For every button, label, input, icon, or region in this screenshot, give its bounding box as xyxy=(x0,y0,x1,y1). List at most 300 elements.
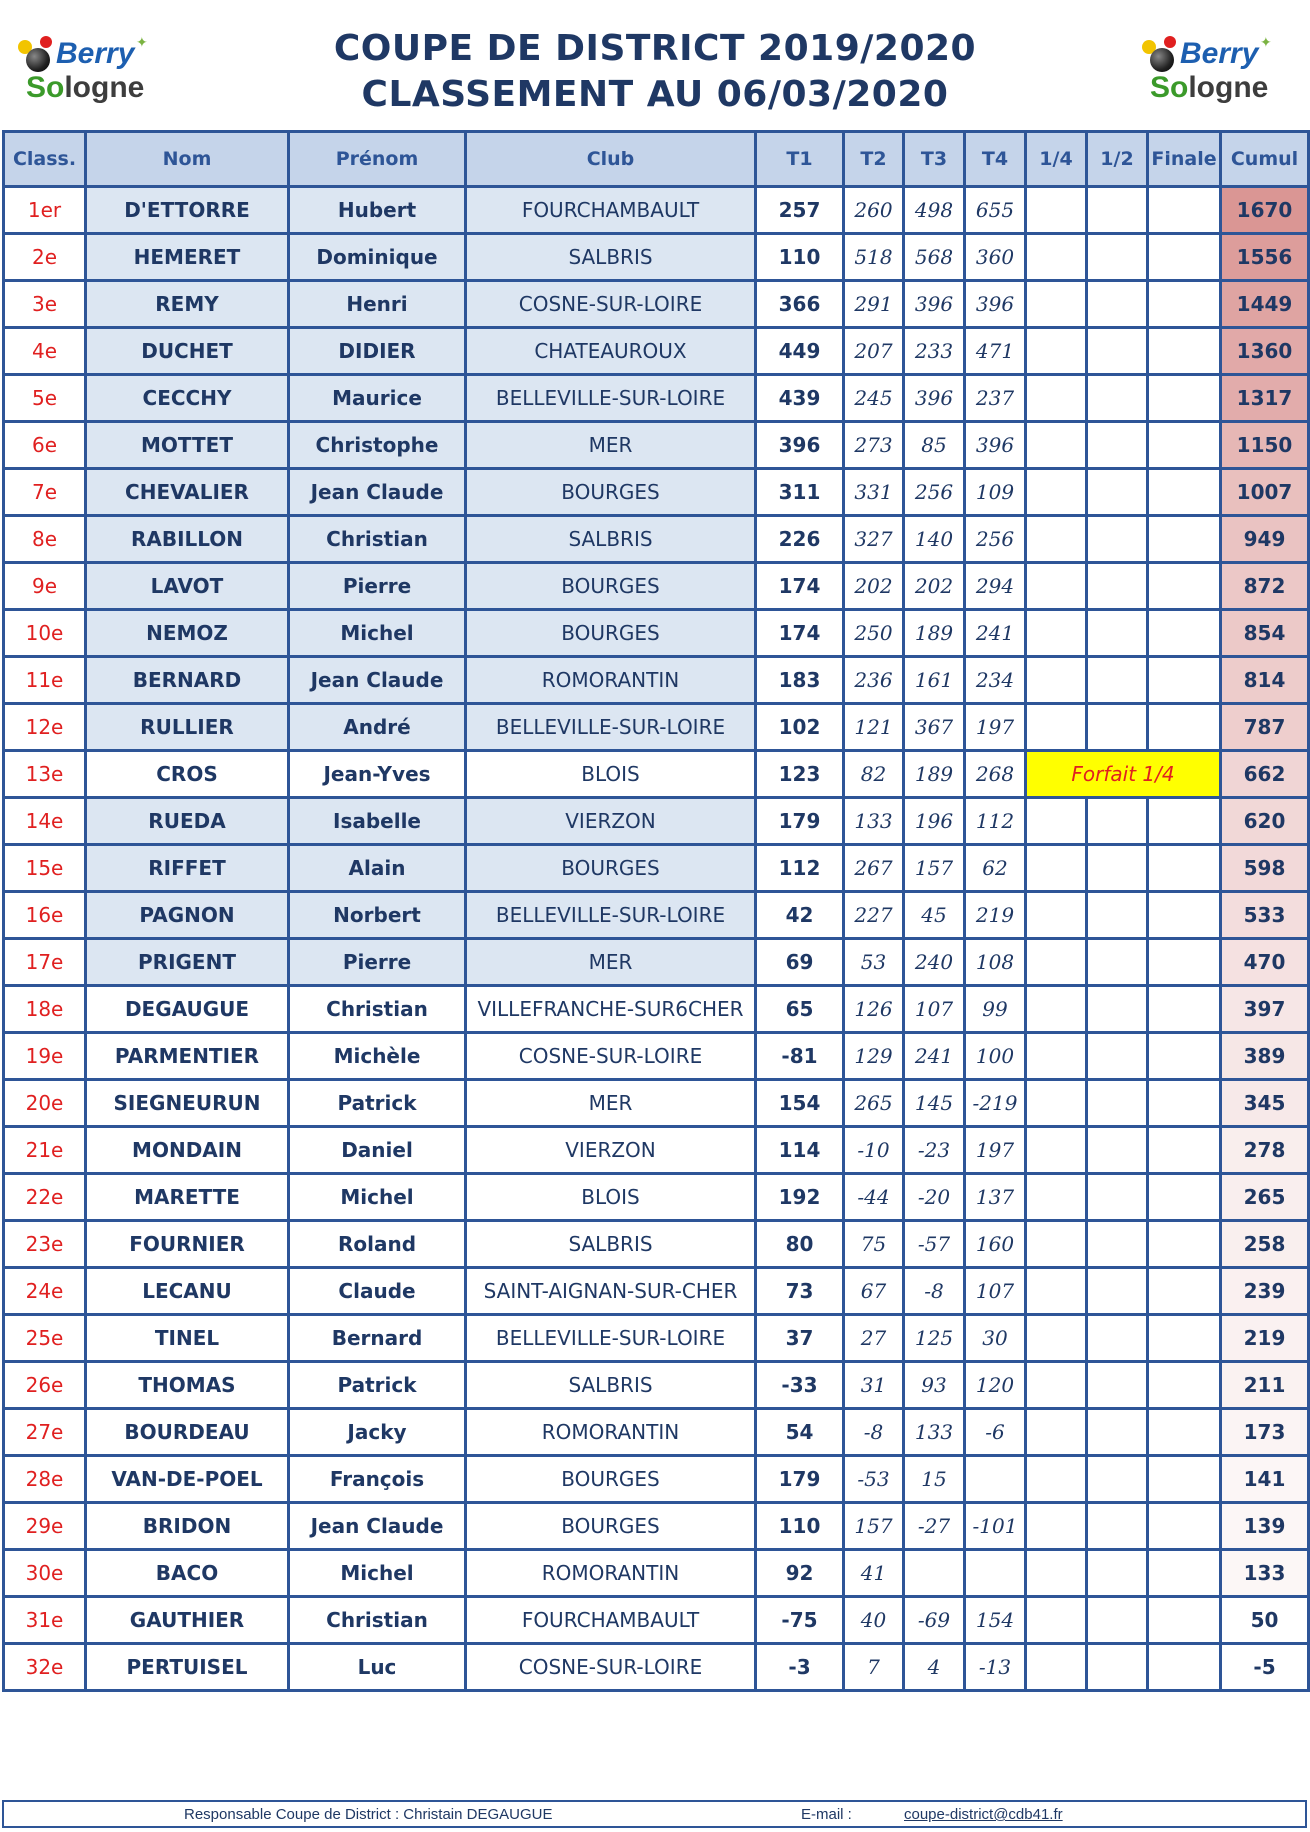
cell-t2: 202 xyxy=(844,563,904,610)
cell-fin xyxy=(1148,1597,1221,1644)
cell-cls: 30e xyxy=(4,1550,86,1597)
cell-t2: 75 xyxy=(844,1221,904,1268)
cell-cumul: 1360 xyxy=(1221,328,1309,375)
cell-fin xyxy=(1148,1268,1221,1315)
cell-t4: 160 xyxy=(965,1221,1026,1268)
cell-nom: RIFFET xyxy=(86,845,289,892)
cell-prenom: Luc xyxy=(289,1644,466,1691)
cell-t1: -81 xyxy=(756,1033,844,1080)
cell-cls: 4e xyxy=(4,328,86,375)
cell-q14 xyxy=(1026,422,1087,469)
cell-cls: 32e xyxy=(4,1644,86,1691)
cell-q12 xyxy=(1087,422,1148,469)
cell-q14 xyxy=(1026,1456,1087,1503)
cell-club: ROMORANTIN xyxy=(466,1550,756,1597)
cell-cls: 29e xyxy=(4,1503,86,1550)
cell-q12 xyxy=(1087,704,1148,751)
cell-t4: 219 xyxy=(965,892,1026,939)
cell-t4: 294 xyxy=(965,563,1026,610)
cell-t1: 42 xyxy=(756,892,844,939)
cell-q12 xyxy=(1087,657,1148,704)
cell-nom: DUCHET xyxy=(86,328,289,375)
cell-t4: 30 xyxy=(965,1315,1026,1362)
table-row xyxy=(4,234,1309,281)
cell-club: BOURGES xyxy=(466,610,756,657)
cell-t1: 110 xyxy=(756,1503,844,1550)
cell-prenom: Jean-Yves xyxy=(289,751,466,798)
cell-t3: 107 xyxy=(904,986,965,1033)
cell-q14 xyxy=(1026,1080,1087,1127)
cell-t3: -20 xyxy=(904,1174,965,1221)
cell-fin xyxy=(1148,1362,1221,1409)
cell-t1: 396 xyxy=(756,422,844,469)
cell-fin xyxy=(1148,1644,1221,1691)
cell-nom: D'ETTORRE xyxy=(86,187,289,234)
cell-q12 xyxy=(1087,1409,1148,1456)
cell-t4: 396 xyxy=(965,422,1026,469)
cell-t4: 120 xyxy=(965,1362,1026,1409)
cell-q14 xyxy=(1026,892,1087,939)
cell-club: MER xyxy=(466,939,756,986)
cell-t4: 137 xyxy=(965,1174,1026,1221)
page-subtitle: CLASSEMENT AU 06/03/2020 xyxy=(361,74,949,115)
cell-cls: 22e xyxy=(4,1174,86,1221)
cell-q12 xyxy=(1087,1080,1148,1127)
cell-prenom: Dominique xyxy=(289,234,466,281)
cell-cumul: 1670 xyxy=(1221,187,1309,234)
cell-club: SAINT-AIGNAN-SUR-CHER xyxy=(466,1268,756,1315)
cell-q14 xyxy=(1026,845,1087,892)
cell-cls: 7e xyxy=(4,469,86,516)
cell-q12 xyxy=(1087,1315,1148,1362)
table-row xyxy=(4,516,1309,563)
cell-t2: 250 xyxy=(844,610,904,657)
cell-club: ROMORANTIN xyxy=(466,657,756,704)
table-row xyxy=(4,1644,1309,1691)
table-row xyxy=(4,1503,1309,1550)
cell-t1: 102 xyxy=(756,704,844,751)
table-row xyxy=(4,798,1309,845)
cell-q14 xyxy=(1026,939,1087,986)
cell-fin xyxy=(1148,1315,1221,1362)
cell-t2: 260 xyxy=(844,187,904,234)
cell-club: BLOIS xyxy=(466,1174,756,1221)
cell-t4: 396 xyxy=(965,281,1026,328)
cell-cls: 31e xyxy=(4,1597,86,1644)
cell-t1: 65 xyxy=(756,986,844,1033)
cell-t3: 498 xyxy=(904,187,965,234)
column-header: Nom xyxy=(86,132,289,187)
cell-prenom: Hubert xyxy=(289,187,466,234)
cell-q12 xyxy=(1087,939,1148,986)
cell-t4: 154 xyxy=(965,1597,1026,1644)
cell-t2: 53 xyxy=(844,939,904,986)
cell-t4: 268 xyxy=(965,751,1026,798)
table-row xyxy=(4,1550,1309,1597)
cell-prenom: Alain xyxy=(289,845,466,892)
cell-t3: 145 xyxy=(904,1080,965,1127)
cell-cumul: 1317 xyxy=(1221,375,1309,422)
table-row xyxy=(4,1221,1309,1268)
leaf-icon: ✦ xyxy=(136,35,148,51)
cell-t1: 174 xyxy=(756,563,844,610)
cell-t2: 157 xyxy=(844,1503,904,1550)
table-row xyxy=(4,1315,1309,1362)
cell-fin xyxy=(1148,1033,1221,1080)
cell-t4: 62 xyxy=(965,845,1026,892)
table-row xyxy=(4,1080,1309,1127)
cell-nom: DEGAUGUE xyxy=(86,986,289,1033)
cell-club: COSNE-SUR-LOIRE xyxy=(466,1644,756,1691)
cell-t1: 54 xyxy=(756,1409,844,1456)
cell-prenom: Daniel xyxy=(289,1127,466,1174)
cell-t4: 112 xyxy=(965,798,1026,845)
cell-t2: 121 xyxy=(844,704,904,751)
cell-club: CHATEAUROUX xyxy=(466,328,756,375)
cell-t4: 237 xyxy=(965,375,1026,422)
cell-t1: 439 xyxy=(756,375,844,422)
cell-t2: 245 xyxy=(844,375,904,422)
cell-prenom: Henri xyxy=(289,281,466,328)
cell-nom: PERTUISEL xyxy=(86,1644,289,1691)
cell-t2: 291 xyxy=(844,281,904,328)
cell-q12 xyxy=(1087,1644,1148,1691)
table-row xyxy=(4,610,1309,657)
cell-nom: BRIDON xyxy=(86,1503,289,1550)
cell-prenom: Isabelle xyxy=(289,798,466,845)
cell-prenom: Christian xyxy=(289,1597,466,1644)
cell-t4: 100 xyxy=(965,1033,1026,1080)
cell-t3: 233 xyxy=(904,328,965,375)
cell-cumul: 1449 xyxy=(1221,281,1309,328)
cell-club: FOURCHAMBAULT xyxy=(466,187,756,234)
cell-cumul: 278 xyxy=(1221,1127,1309,1174)
cell-nom: RUEDA xyxy=(86,798,289,845)
red-ball-icon xyxy=(1164,36,1176,48)
cell-t4: 99 xyxy=(965,986,1026,1033)
cell-q14 xyxy=(1026,798,1087,845)
table-row xyxy=(4,469,1309,516)
cell-fin xyxy=(1148,1409,1221,1456)
ranking-table xyxy=(2,130,1310,1692)
cell-fin xyxy=(1148,375,1221,422)
cell-q14 xyxy=(1026,1033,1087,1080)
cell-q12 xyxy=(1087,610,1148,657)
cell-t2: 227 xyxy=(844,892,904,939)
cell-nom: MONDAIN xyxy=(86,1127,289,1174)
cell-prenom: Christian xyxy=(289,986,466,1033)
cell-nom: PAGNON xyxy=(86,892,289,939)
column-header: Class. xyxy=(4,132,86,187)
cell-nom: MOTTET xyxy=(86,422,289,469)
cell-nom: NEMOZ xyxy=(86,610,289,657)
table-row xyxy=(4,845,1309,892)
cell-fin xyxy=(1148,610,1221,657)
cell-prenom: Patrick xyxy=(289,1362,466,1409)
cell-prenom: Christophe xyxy=(289,422,466,469)
cell-cumul: 345 xyxy=(1221,1080,1309,1127)
cell-t1: 449 xyxy=(756,328,844,375)
cell-cls: 12e xyxy=(4,704,86,751)
cell-t2: 236 xyxy=(844,657,904,704)
boule-icon xyxy=(26,48,50,72)
red-ball-icon xyxy=(40,36,52,48)
cell-cumul: 133 xyxy=(1221,1550,1309,1597)
cell-fin xyxy=(1148,1127,1221,1174)
cell-t3: -69 xyxy=(904,1597,965,1644)
cell-t3: -23 xyxy=(904,1127,965,1174)
cell-t3: 189 xyxy=(904,610,965,657)
cell-club: BELLEVILLE-SUR-LOIRE xyxy=(466,892,756,939)
cell-t1: 183 xyxy=(756,657,844,704)
cell-q12 xyxy=(1087,328,1148,375)
cell-q12 xyxy=(1087,187,1148,234)
cell-q14 xyxy=(1026,1550,1087,1597)
cell-prenom: Jean Claude xyxy=(289,1503,466,1550)
cell-t2: -10 xyxy=(844,1127,904,1174)
cell-prenom: Michel xyxy=(289,1550,466,1597)
table-row xyxy=(4,1362,1309,1409)
table-row xyxy=(4,939,1309,986)
table-body xyxy=(4,187,1309,1691)
cell-q12 xyxy=(1087,986,1148,1033)
cell-q14 xyxy=(1026,1315,1087,1362)
cell-cumul: 662 xyxy=(1221,751,1309,798)
cell-cls: 18e xyxy=(4,986,86,1033)
column-header: Club xyxy=(466,132,756,187)
cell-fin xyxy=(1148,469,1221,516)
cell-fin xyxy=(1148,187,1221,234)
cell-q12 xyxy=(1087,1127,1148,1174)
cell-t1: 69 xyxy=(756,939,844,986)
cell-cumul: 620 xyxy=(1221,798,1309,845)
page-title: COUPE DE DISTRICT 2019/2020 xyxy=(333,28,977,69)
cell-prenom: Roland xyxy=(289,1221,466,1268)
cell-cumul: 239 xyxy=(1221,1268,1309,1315)
cell-cls: 23e xyxy=(4,1221,86,1268)
cell-q14 xyxy=(1026,1268,1087,1315)
cell-prenom: François xyxy=(289,1456,466,1503)
cell-q14 xyxy=(1026,1221,1087,1268)
cell-club: ROMORANTIN xyxy=(466,1409,756,1456)
cell-q12 xyxy=(1087,892,1148,939)
cell-nom: SIEGNEURUN xyxy=(86,1080,289,1127)
cell-nom: CECCHY xyxy=(86,375,289,422)
cell-q14 xyxy=(1026,610,1087,657)
cell-t3: 196 xyxy=(904,798,965,845)
cell-club: SALBRIS xyxy=(466,234,756,281)
cell-fin xyxy=(1148,798,1221,845)
cell-fin xyxy=(1148,845,1221,892)
cell-t1: -75 xyxy=(756,1597,844,1644)
cell-cumul: 854 xyxy=(1221,610,1309,657)
cell-q12 xyxy=(1087,1456,1148,1503)
cell-cls: 16e xyxy=(4,892,86,939)
cell-club: VIERZON xyxy=(466,1127,756,1174)
cell-club: COSNE-SUR-LOIRE xyxy=(466,281,756,328)
cell-t1: 80 xyxy=(756,1221,844,1268)
cell-t3: 4 xyxy=(904,1644,965,1691)
cell-cls: 9e xyxy=(4,563,86,610)
cell-prenom: Norbert xyxy=(289,892,466,939)
cell-fin xyxy=(1148,1456,1221,1503)
cell-club: MER xyxy=(466,1080,756,1127)
cell-fin xyxy=(1148,281,1221,328)
cell-t4: 256 xyxy=(965,516,1026,563)
cell-t2: 273 xyxy=(844,422,904,469)
cell-t4: 197 xyxy=(965,704,1026,751)
cell-t2: 27 xyxy=(844,1315,904,1362)
cell-cls: 3e xyxy=(4,281,86,328)
cell-cls: 6e xyxy=(4,422,86,469)
cell-t3: 189 xyxy=(904,751,965,798)
cell-q14 xyxy=(1026,704,1087,751)
cell-nom: TINEL xyxy=(86,1315,289,1362)
cell-t3: -27 xyxy=(904,1503,965,1550)
cell-fin xyxy=(1148,939,1221,986)
cell-cls: 17e xyxy=(4,939,86,986)
cell-t2: 129 xyxy=(844,1033,904,1080)
cell-t1: 311 xyxy=(756,469,844,516)
cell-cls: 5e xyxy=(4,375,86,422)
cell-nom: VAN-DE-POEL xyxy=(86,1456,289,1503)
cell-cumul: 50 xyxy=(1221,1597,1309,1644)
cell-t2: 41 xyxy=(844,1550,904,1597)
cell-q12 xyxy=(1087,516,1148,563)
cell-t4: 108 xyxy=(965,939,1026,986)
cell-t3: 240 xyxy=(904,939,965,986)
cell-fin xyxy=(1148,704,1221,751)
cell-cumul: 258 xyxy=(1221,1221,1309,1268)
table-row xyxy=(4,1174,1309,1221)
cell-q14 xyxy=(1026,563,1087,610)
cell-t1: 226 xyxy=(756,516,844,563)
cell-nom: LAVOT xyxy=(86,563,289,610)
ranking-table-wrapper xyxy=(0,130,1310,1692)
responsable-text: Responsable Coupe de District : Christain DEGAUGUE xyxy=(184,1806,553,1823)
column-header: Prénom xyxy=(289,132,466,187)
cell-q14 xyxy=(1026,375,1087,422)
cell-club: BLOIS xyxy=(466,751,756,798)
cell-cls: 26e xyxy=(4,1362,86,1409)
cell-cumul: 265 xyxy=(1221,1174,1309,1221)
cell-q14 xyxy=(1026,234,1087,281)
cell-club: BELLEVILLE-SUR-LOIRE xyxy=(466,704,756,751)
cell-club: SALBRIS xyxy=(466,1221,756,1268)
cell-fin xyxy=(1148,1080,1221,1127)
cell-t1: 92 xyxy=(756,1550,844,1597)
cell-cumul: 397 xyxy=(1221,986,1309,1033)
column-header: T2 xyxy=(844,132,904,187)
cell-t3: 396 xyxy=(904,281,965,328)
cell-t3 xyxy=(904,1550,965,1597)
cell-prenom: Christian xyxy=(289,516,466,563)
cell-t1: 179 xyxy=(756,798,844,845)
cell-t4: 234 xyxy=(965,657,1026,704)
table-row xyxy=(4,751,1309,798)
cell-q14 xyxy=(1026,328,1087,375)
cell-fin xyxy=(1148,328,1221,375)
table-row xyxy=(4,1033,1309,1080)
cell-nom: HEMERET xyxy=(86,234,289,281)
cell-t3: -57 xyxy=(904,1221,965,1268)
cell-t3: 15 xyxy=(904,1456,965,1503)
email-label: E-mail : xyxy=(801,1806,852,1823)
cell-fin xyxy=(1148,234,1221,281)
table-row xyxy=(4,657,1309,704)
cell-t2: 40 xyxy=(844,1597,904,1644)
cell-cumul: 533 xyxy=(1221,892,1309,939)
cell-prenom: Pierre xyxy=(289,563,466,610)
cell-q14 xyxy=(1026,1127,1087,1174)
cell-cls: 21e xyxy=(4,1127,86,1174)
cell-t2: -53 xyxy=(844,1456,904,1503)
column-header: T3 xyxy=(904,132,965,187)
cell-t3: 85 xyxy=(904,422,965,469)
cell-q12 xyxy=(1087,798,1148,845)
cell-q12 xyxy=(1087,1503,1148,1550)
cell-q12 xyxy=(1087,1550,1148,1597)
boule-icon xyxy=(1150,48,1174,72)
cell-t2: 126 xyxy=(844,986,904,1033)
email-link[interactable]: coupe-district@cdb41.fr xyxy=(904,1806,1063,1823)
cell-fin xyxy=(1148,986,1221,1033)
table-row xyxy=(4,704,1309,751)
cell-nom: CHEVALIER xyxy=(86,469,289,516)
cell-nom: GAUTHIER xyxy=(86,1597,289,1644)
cell-t2: -44 xyxy=(844,1174,904,1221)
table-row xyxy=(4,328,1309,375)
berry-sologne-logo-left xyxy=(18,34,163,114)
cell-t4: 197 xyxy=(965,1127,1026,1174)
cell-t4: 109 xyxy=(965,469,1026,516)
cell-q14 xyxy=(1026,1174,1087,1221)
cell-t1: 110 xyxy=(756,234,844,281)
cell-fin xyxy=(1148,892,1221,939)
cell-q14 xyxy=(1026,1362,1087,1409)
cell-q12 xyxy=(1087,1221,1148,1268)
cell-t2: -8 xyxy=(844,1409,904,1456)
cell-cumul: 1150 xyxy=(1221,422,1309,469)
cell-t3: 367 xyxy=(904,704,965,751)
cell-cls: 10e xyxy=(4,610,86,657)
table-row xyxy=(4,281,1309,328)
cell-t1: 114 xyxy=(756,1127,844,1174)
cell-t2: 207 xyxy=(844,328,904,375)
cell-prenom: Maurice xyxy=(289,375,466,422)
cell-q14 xyxy=(1026,516,1087,563)
cell-t3: 157 xyxy=(904,845,965,892)
column-header: 1/4 xyxy=(1026,132,1087,187)
cell-cumul: 219 xyxy=(1221,1315,1309,1362)
cell-nom: PARMENTIER xyxy=(86,1033,289,1080)
cell-t4: -219 xyxy=(965,1080,1026,1127)
cell-fin xyxy=(1148,1503,1221,1550)
cell-t3: 256 xyxy=(904,469,965,516)
cell-q14 xyxy=(1026,187,1087,234)
cell-cls: 14e xyxy=(4,798,86,845)
table-row xyxy=(4,563,1309,610)
cell-cls: 25e xyxy=(4,1315,86,1362)
cell-t3: 396 xyxy=(904,375,965,422)
cell-prenom: Patrick xyxy=(289,1080,466,1127)
column-header: T1 xyxy=(756,132,844,187)
table-row xyxy=(4,986,1309,1033)
cell-t1: 366 xyxy=(756,281,844,328)
cell-t2: 327 xyxy=(844,516,904,563)
cell-t3: 568 xyxy=(904,234,965,281)
cell-cls: 11e xyxy=(4,657,86,704)
